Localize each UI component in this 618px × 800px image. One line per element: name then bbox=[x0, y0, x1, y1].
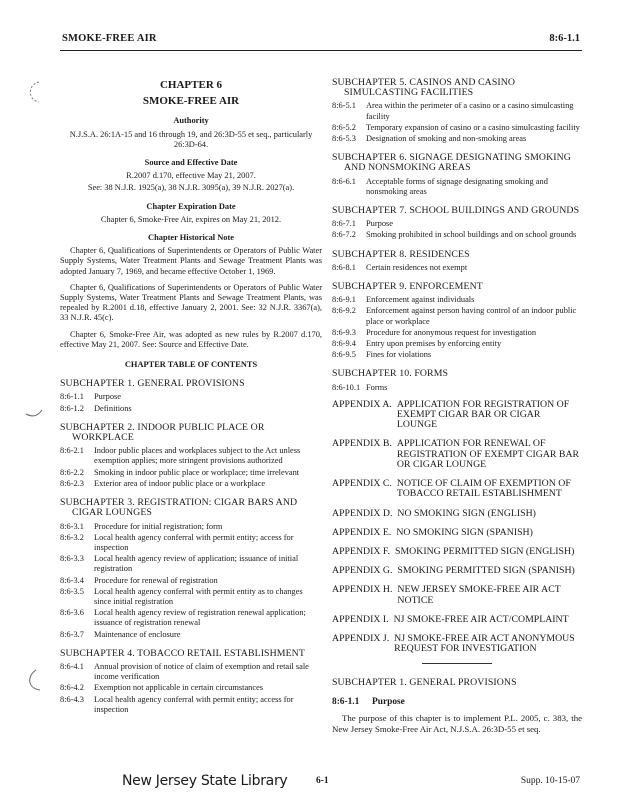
toc-item-title: Procedure for anonymous request for investigation bbox=[366, 327, 537, 337]
toc-subchapter-8-list bbox=[332, 263, 582, 273]
toc-item-number: 8:6-2.3 bbox=[60, 478, 84, 488]
toc-item-title: Procedure for initial registration; form bbox=[94, 521, 223, 531]
appendix-label: APPENDIX I. bbox=[332, 613, 389, 625]
appendix-label: APPENDIX F. bbox=[332, 545, 391, 557]
appendix-entry bbox=[332, 479, 582, 499]
authority-text: N.J.S.A. 26:1A-15 and 16 through 19, and 26:3D-55 et seq., particularly 26:3D-64. bbox=[69, 129, 313, 149]
toc-item-title: Local health agency conferral with permit entity as to changes since initial registration bbox=[94, 586, 303, 606]
toc-item bbox=[60, 446, 322, 466]
toc-item-number: 8:6-4.3 bbox=[60, 694, 84, 704]
toc-item bbox=[60, 554, 322, 574]
section-number: 8:6-1.1 bbox=[332, 696, 360, 707]
toc-item bbox=[332, 123, 582, 133]
toc-item-number: 8:6-9.5 bbox=[332, 350, 356, 360]
toc-item bbox=[332, 339, 582, 349]
toc-item-number: 8:6-2.2 bbox=[60, 467, 84, 477]
appendix-entry bbox=[332, 439, 582, 470]
appendix-title: APPLICATION FOR REGISTRATION OF EXEMPT CIGAR BAR OR CIGAR LOUNGE bbox=[396, 398, 570, 431]
expiration-heading: Chapter Expiration Date bbox=[146, 201, 236, 211]
toc-item-title: Local health agency review of application; issuance of initial registration bbox=[94, 554, 299, 574]
toc-item-number: 8:6-3.4 bbox=[60, 575, 84, 585]
toc-item-title: Designation of smoking and non-smoking areas bbox=[366, 134, 527, 144]
appendix-title: NJ SMOKE-FREE AIR ACT ANONYMOUS REQUEST FOR INVESTIGATION bbox=[394, 632, 575, 655]
toc-item bbox=[60, 533, 322, 553]
toc-subchapter-10: SUBCHAPTER 10. FORMS bbox=[332, 368, 449, 380]
toc-item bbox=[60, 695, 322, 715]
toc-item bbox=[332, 134, 582, 144]
toc-subchapter-7: SUBCHAPTER 7. SCHOOL BUILDINGS AND GROUNDS bbox=[332, 205, 580, 217]
toc-item bbox=[60, 404, 322, 414]
toc-subchapter-3 bbox=[60, 498, 322, 518]
toc-item-title: Certain residences not exempt bbox=[366, 262, 468, 272]
toc-item bbox=[332, 230, 582, 240]
toc-subchapter-1: SUBCHAPTER 1. GENERAL PROVISIONS bbox=[60, 378, 245, 390]
authority-heading: Authority bbox=[173, 116, 209, 126]
toc-item-number: 8:6-1.2 bbox=[60, 403, 84, 413]
toc-subchapter-8: SUBCHAPTER 8. RESIDENCES bbox=[332, 248, 470, 260]
appendix-label: APPENDIX E. bbox=[332, 526, 392, 538]
toc-subchapter-2 bbox=[60, 423, 322, 443]
toc-subchapter-3-line-1: SUBCHAPTER 3. REGISTRATION: CIGAR BARS AND bbox=[60, 497, 298, 509]
toc-item-title: Area within the perimeter of a casino or a casino simulcasting facility bbox=[366, 101, 574, 121]
page-number: 6-1 bbox=[316, 776, 329, 786]
toc-item-number: 8:6-7.2 bbox=[332, 230, 356, 240]
toc-subchapter-4: SUBCHAPTER 4. TOBACCO RETAIL ESTABLISHMENT bbox=[60, 647, 305, 659]
toc-item bbox=[60, 522, 322, 532]
toc-item-number: 8:6-9.4 bbox=[332, 339, 356, 349]
source-heading: Source and Effective Date bbox=[144, 158, 238, 168]
appendix-title: NO SMOKING SIGN (ENGLISH) bbox=[397, 507, 536, 519]
toc-item bbox=[60, 683, 322, 693]
chapter-title: SMOKE-FREE AIR bbox=[142, 95, 240, 108]
toc-item-title: Indoor public places and workplaces subject to the Act unless exemption applies; more stringent provisions authorized bbox=[94, 446, 301, 466]
toc-item bbox=[60, 630, 322, 640]
toc-subchapter-5-line-2: SIMULCASTING FACILITIES bbox=[344, 87, 474, 99]
toc-item-title: Smoking in indoor public place or workplace; time irrelevant bbox=[94, 467, 300, 477]
toc-item bbox=[60, 608, 322, 628]
appendix-label: APPENDIX B. bbox=[332, 438, 392, 450]
library-watermark: New Jersey State Library bbox=[122, 773, 288, 789]
toc-item-number: 8:6-3.7 bbox=[60, 629, 84, 639]
toc-item-title: Local health agency conferral with permit entity; access for inspection bbox=[94, 532, 294, 552]
toc-heading: CHAPTER TABLE OF CONTENTS bbox=[124, 360, 258, 370]
toc-subchapter-6-line-2: AND NONSMOKING AREAS bbox=[344, 162, 471, 174]
toc-item-title: Local health agency review of registration renewal application; issuance of registration renewal bbox=[94, 608, 306, 628]
toc-item-title: Enforcement against person having control of an indoor public place or workplace bbox=[366, 306, 577, 326]
toc-subchapter-10-list bbox=[332, 383, 582, 393]
toc-item bbox=[60, 468, 322, 478]
toc-item-number: 8:6-3.6 bbox=[60, 608, 84, 618]
section-divider bbox=[422, 663, 492, 664]
binder-hole-mark-middle bbox=[24, 404, 44, 428]
toc-subchapter-2-line-2: WORKPLACE bbox=[72, 432, 134, 444]
toc-item bbox=[60, 587, 322, 607]
toc-subchapter-7-list bbox=[332, 219, 582, 240]
appendix-entry bbox=[332, 547, 582, 557]
binder-hole-mark-bottom bbox=[24, 668, 44, 692]
running-header-section: 8:6-1.1 bbox=[549, 33, 580, 44]
appendix-entry bbox=[332, 400, 582, 431]
toc-item-title: Smoking prohibited in school buildings and on school grounds bbox=[366, 230, 577, 240]
toc-subchapter-9: SUBCHAPTER 9. ENFORCEMENT bbox=[332, 281, 483, 293]
toc-item-title: Fines for violations bbox=[366, 350, 432, 360]
appendix-title: NO SMOKING SIGN (SPANISH) bbox=[396, 526, 533, 538]
running-header-title: SMOKE-FREE AIR bbox=[62, 33, 157, 44]
toc-item-title: Temporary expansion of casino or a casino simulcasting facility bbox=[366, 122, 580, 132]
toc-subchapter-3-list bbox=[60, 522, 322, 640]
toc-subchapter-2-line-1: SUBCHAPTER 2. INDOOR PUBLIC PLACE OR bbox=[60, 421, 265, 433]
toc-subchapter-4-list bbox=[60, 662, 322, 715]
toc-item-number: 8:6-5.3 bbox=[332, 134, 356, 144]
body-subchapter-heading: SUBCHAPTER 1. GENERAL PROVISIONS bbox=[332, 677, 517, 689]
appendix-label: APPENDIX D. bbox=[332, 507, 393, 519]
toc-item-number: 8:6-3.2 bbox=[60, 532, 84, 542]
toc-item-number: 8:6-9.3 bbox=[332, 327, 356, 337]
toc-subchapter-2-list bbox=[60, 446, 322, 489]
binder-hole-mark-top bbox=[24, 80, 44, 104]
toc-item bbox=[332, 177, 582, 197]
toc-item bbox=[332, 383, 582, 393]
source-line-1: R.2007 d.170, effective May 21, 2007. bbox=[126, 171, 256, 181]
toc-item bbox=[332, 263, 582, 273]
toc-item-title: Forms bbox=[366, 382, 388, 392]
toc-item-number: 8:6-5.2 bbox=[332, 122, 356, 132]
history-paragraph-1: Chapter 6, Qualifications of Superintendents or Operators of Public Water Supply Systems, Water Treatment Plants and Sewage Treatment Plants was adopted January 7, 1969, and became effective October 1, 1969. bbox=[60, 246, 322, 276]
toc-item bbox=[332, 219, 582, 229]
toc-item-number: 8:6-10.1 bbox=[332, 382, 361, 392]
appendix-entry bbox=[332, 634, 582, 654]
toc-item-title: Enforcement against individuals bbox=[366, 295, 475, 305]
toc-item-number: 8:6-3.5 bbox=[60, 586, 84, 596]
section-heading bbox=[332, 697, 582, 707]
supplement-date: Supp. 10-15-07 bbox=[520, 776, 580, 786]
toc-item-title: Maintenance of enclosure bbox=[94, 629, 181, 639]
toc-subchapter-1-list bbox=[60, 392, 322, 413]
toc-item-title: Entry upon premises by enforcing entity bbox=[366, 339, 502, 349]
chapter-number: CHAPTER 6 bbox=[159, 79, 223, 91]
appendix-title: NOTICE OF CLAIM OF EXEMPTION OF TOBACCO RETAIL ESTABLISHMENT bbox=[396, 478, 571, 500]
toc-subchapter-6-list bbox=[332, 177, 582, 197]
toc-item-number: 8:6-9.2 bbox=[332, 306, 356, 316]
appendix-title: NJ SMOKE-FREE AIR ACT/COMPLAINT bbox=[393, 613, 569, 625]
history-heading: Chapter Historical Note bbox=[148, 233, 234, 243]
appendix-entry bbox=[332, 585, 582, 605]
appendix-label: APPENDIX C. bbox=[332, 478, 392, 490]
toc-item bbox=[332, 306, 582, 326]
toc-item-title: Purpose bbox=[94, 392, 121, 402]
right-column bbox=[332, 78, 582, 735]
toc-item-number: 8:6-4.1 bbox=[60, 661, 84, 671]
toc-item-number: 8:6-6.1 bbox=[332, 176, 356, 186]
toc-item bbox=[60, 392, 322, 402]
appendix-list bbox=[332, 400, 582, 654]
toc-item-number: 8:6-4.2 bbox=[60, 683, 84, 693]
toc-item bbox=[332, 101, 582, 121]
appendix-title: SMOKING PERMITTED SIGN (SPANISH) bbox=[397, 565, 575, 577]
appendix-label: APPENDIX J. bbox=[332, 632, 390, 644]
toc-item-title: Purpose bbox=[366, 219, 393, 229]
toc-item bbox=[60, 576, 322, 586]
appendix-title: NEW JERSEY SMOKE-FREE AIR ACT NOTICE bbox=[397, 584, 561, 606]
toc-item-number: 8:6-2.1 bbox=[60, 446, 84, 456]
header-rule bbox=[60, 50, 582, 51]
appendix-entry bbox=[332, 509, 582, 519]
appendix-label: APPENDIX G. bbox=[332, 565, 393, 577]
toc-subchapter-6-line-1: SUBCHAPTER 6. SIGNAGE DESIGNATING SMOKING bbox=[332, 152, 571, 164]
appendix-title: SMOKING PERMITTED SIGN (ENGLISH) bbox=[395, 545, 575, 557]
toc-subchapter-5-line-1: SUBCHAPTER 5. CASINOS AND CASINO bbox=[332, 77, 516, 88]
toc-item-number: 8:6-5.1 bbox=[332, 101, 356, 111]
toc-item bbox=[60, 662, 322, 682]
toc-item-number: 8:6-7.1 bbox=[332, 219, 356, 229]
toc-item-title: Exterior area of indoor public place or a workplace bbox=[94, 478, 266, 488]
left-column bbox=[60, 78, 322, 716]
toc-item-number: 8:6-1.1 bbox=[60, 392, 84, 402]
appendix-label: APPENDIX H. bbox=[332, 584, 393, 596]
source-line-2: See: 38 N.J.R. 1925(a), 38 N.J.R. 3095(a), 39 N.J.R. 2027(a). bbox=[87, 183, 295, 193]
toc-subchapter-9-list bbox=[332, 295, 582, 360]
toc-item-title: Annual provision of notice of claim of exemption and retail sale income verification bbox=[94, 661, 309, 682]
toc-item-number: 8:6-9.1 bbox=[332, 295, 356, 305]
toc-item-title: Exemption not applicable in certain circumstances bbox=[94, 683, 264, 693]
appendix-label: APPENDIX A. bbox=[332, 398, 392, 410]
toc-item bbox=[332, 328, 582, 338]
toc-subchapter-6 bbox=[332, 153, 582, 173]
purpose-paragraph: The purpose of this chapter is to implement P.L. 2005, c. 383, the New Jersey Smoke-Free Air Act, N.J.S.A. 26:3D-55 et seq. bbox=[332, 712, 582, 734]
toc-item bbox=[60, 479, 322, 489]
toc-item-title: Procedure for renewal of registration bbox=[94, 575, 218, 585]
toc-item-title: Local health agency conferral with permit entity; access for inspection bbox=[94, 694, 294, 714]
toc-item-number: 8:6-8.1 bbox=[332, 262, 356, 272]
toc-subchapter-5 bbox=[332, 78, 582, 98]
appendix-entry bbox=[332, 528, 582, 538]
toc-item-title: Definitions bbox=[94, 403, 132, 413]
toc-subchapter-5-list bbox=[332, 101, 582, 144]
history-paragraph-3: Chapter 6, Smoke-Free Air, was adopted as new rules by R.2007 d.170, effective May 21, 2007. See: Source and Effective Date. bbox=[60, 329, 322, 349]
appendix-entry bbox=[332, 615, 582, 625]
appendix-entry bbox=[332, 566, 582, 576]
section-title: Purpose bbox=[372, 696, 405, 707]
expiration-text: Chapter 6, Smoke-Free Air, expires on May 21, 2012. bbox=[100, 214, 282, 224]
toc-item bbox=[332, 350, 582, 360]
toc-subchapter-3-line-2: CIGAR LOUNGES bbox=[72, 507, 152, 519]
appendix-title: APPLICATION FOR RENEWAL OF REGISTRATION OF EXEMPT CIGAR BAR OR CIGAR LOUNGE bbox=[396, 438, 580, 470]
history-paragraph-2: Chapter 6, Qualifications of Superintendents or Operators of Public Water Supply Systems, Water Treatment Plants and Sewage Treatment Plants, was repealed by R.2001 d.18, effective January 2, 2001. See: 32 N.J.R. 3367(a), 33 N.J.R. 45(c). bbox=[60, 282, 322, 323]
toc-item bbox=[332, 295, 582, 305]
toc-item-number: 8:6-3.3 bbox=[60, 554, 84, 564]
toc-item-title: Acceptable forms of signage designating smoking and nonsmoking areas bbox=[366, 176, 548, 196]
toc-item-number: 8:6-3.1 bbox=[60, 521, 84, 531]
